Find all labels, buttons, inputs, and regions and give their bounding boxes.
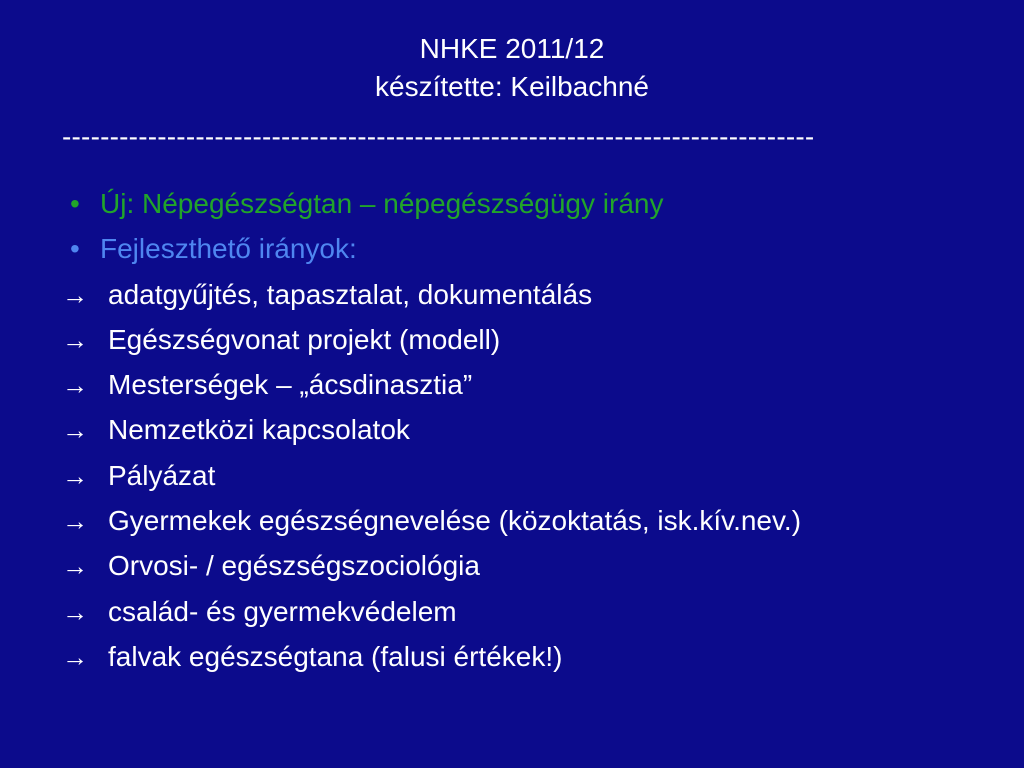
right-arrow-icon: → [62,460,88,491]
bullet-item-directions [60,226,1000,271]
arrow-list-item [60,589,1000,634]
arrow-list-item [60,634,1000,679]
arrow-list-item [60,498,1000,543]
arrow-item-text: Gyermekek egészségnevelése (közoktatás, isk.kív.nev.) [108,505,802,537]
slide-title [0,30,1024,106]
right-arrow-icon: → [62,506,88,537]
arrow-list-item [60,453,1000,498]
arrow-list-item [60,543,1000,588]
arrow-item-text: Pályázat [108,459,216,491]
arrow-list-item [60,362,1000,407]
right-arrow-icon: → [62,596,88,627]
right-arrow-icon: → [62,641,88,672]
bullet-item-new-program [60,181,1000,226]
right-arrow-icon: → [62,324,88,355]
bullet-text: Új: Népegészségtan – népegészségügy irány [100,188,664,219]
slide-content [60,181,1000,679]
dashed-divider: ------------------------------------------------------------------------------- [62,121,815,152]
bullet-icon: • [70,233,80,265]
bullet-icon: • [70,188,80,219]
arrow-item-text: Mesterségek – „ácsdinasztia” [108,369,473,401]
right-arrow-icon: → [62,415,88,446]
arrow-list-item [60,272,1000,317]
arrow-list-item [60,317,1000,362]
bullet-text: Fejleszthető irányok: [100,233,357,265]
right-arrow-icon: → [62,370,88,401]
arrow-item-text: Egészségvonat projekt (modell) [108,323,501,355]
arrow-item-text: falvak egészségtana (falusi értékek!) [108,640,563,672]
right-arrow-icon: → [62,279,88,310]
arrow-list-item [60,407,1000,452]
arrow-item-text: család- és gyermekvédelem [108,595,457,627]
arrow-item-text: adatgyűjtés, tapasztalat, dokumentálás [108,278,593,310]
arrow-item-text: Nemzetközi kapcsolatok [108,414,410,446]
title-line-2: készítette: Keilbachné [375,71,649,102]
title-line-1: NHKE 2011/12 [419,33,605,64]
arrow-item-text: Orvosi- / egészségszociológia [108,550,480,582]
right-arrow-icon: → [62,551,88,582]
